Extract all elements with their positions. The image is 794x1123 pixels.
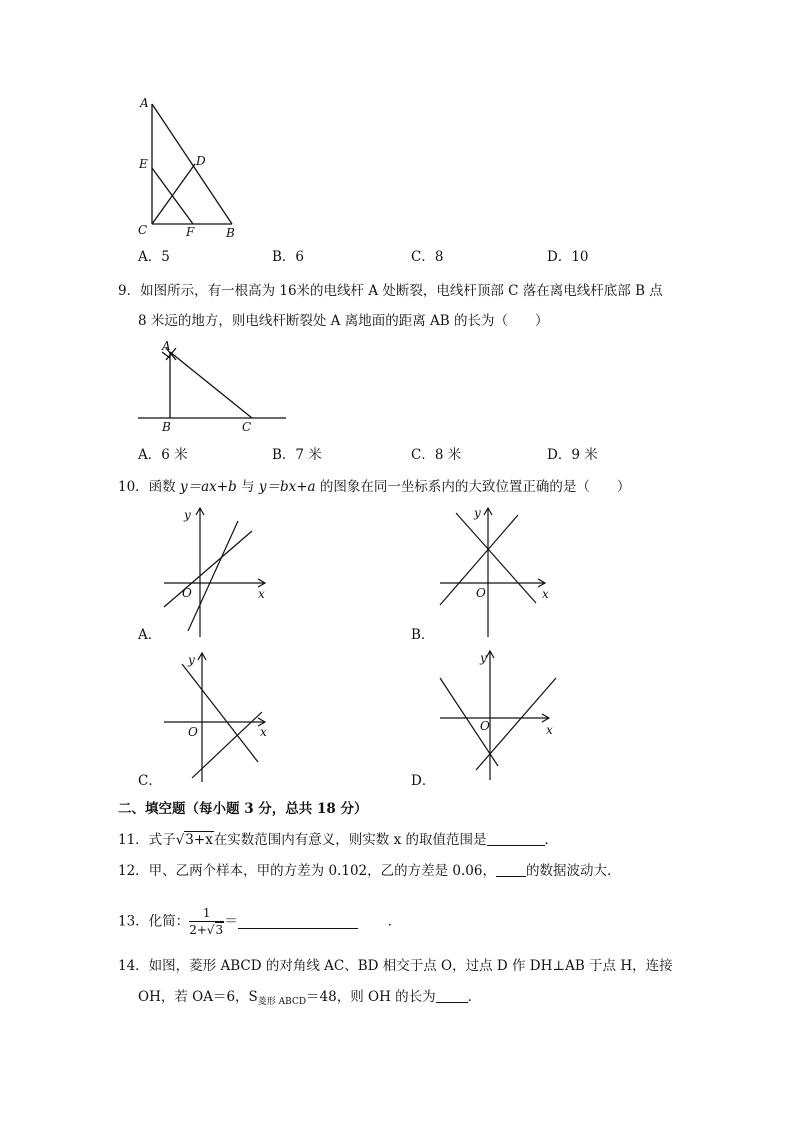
q9-option-b[interactable]: B．7 米 bbox=[272, 447, 322, 463]
q14-subscript: 菱形 ABCD bbox=[257, 997, 307, 1007]
q9-option-d[interactable]: D．9 米 bbox=[547, 447, 598, 463]
q9-option-a[interactable]: A．6 米 bbox=[138, 447, 188, 463]
sqrt-icon: √ bbox=[175, 832, 185, 848]
q8-label-e: E bbox=[139, 157, 148, 171]
q9-figure bbox=[132, 338, 292, 438]
q8-option-a[interactable]: A．5 bbox=[138, 249, 170, 265]
q9-text-line2: 8 米远的地方，则电线杆断裂处 A 离地面的距离 AB 的长为（ ） bbox=[138, 313, 549, 329]
q10-function-1: y＝ax+b bbox=[179, 479, 237, 495]
q10-graph-c bbox=[160, 650, 275, 785]
q8-figure bbox=[130, 92, 250, 242]
q10d-x-label: x bbox=[546, 723, 553, 737]
q13-fraction: $\frac{1}{2+√3}$ bbox=[189, 905, 224, 937]
q10-text: 10．函数 y＝ax+b 与 y＝bx+a 的图象在同一坐标系内的大致位置正确的是（ ） bbox=[118, 479, 631, 495]
q8-option-b[interactable]: B．6 bbox=[272, 249, 305, 265]
q10a-y-label: y bbox=[184, 508, 191, 522]
q10a-x-label: x bbox=[258, 587, 265, 601]
q13-text: 13．化简： $\frac{1}{2+√3}$ ＝ ． bbox=[118, 905, 402, 937]
q9-label-a: A bbox=[162, 339, 171, 353]
sqrt-icon: √ bbox=[206, 922, 215, 937]
q10c-x-label: x bbox=[260, 725, 267, 739]
q11-answer-blank[interactable] bbox=[487, 831, 545, 846]
q8-label-f: F bbox=[186, 225, 195, 239]
q10a-origin: O bbox=[182, 586, 192, 600]
q14-text-line2: OH，若 OA＝6，$S_{菱形 ABCD}=48$，则 OH 的长为 ． bbox=[138, 989, 482, 1007]
q8-option-d[interactable]: D．10 bbox=[547, 249, 589, 265]
q8-label-d: D bbox=[196, 154, 206, 168]
q11-text: 11．式子√3+x在实数范围内有意义，则实数 x 的取值范围是 ． bbox=[118, 832, 559, 848]
q10c-y-label: y bbox=[188, 653, 195, 667]
q10b-y-label: y bbox=[474, 506, 481, 520]
q12-answer-blank[interactable] bbox=[496, 862, 526, 877]
q10c-origin: O bbox=[188, 725, 198, 739]
q10d-y-label: y bbox=[480, 651, 487, 665]
q12-text: 12．甲、乙两个样本，甲的方差为 0.102，乙的方差是 0.06， 的数据波动大． bbox=[118, 863, 621, 879]
q10-option-b[interactable]: B． bbox=[411, 627, 435, 643]
q10-option-a[interactable]: A． bbox=[138, 627, 162, 643]
q14-text-line1: 14．如图，菱形 ABCD 的对角线 AC、BD 相交于点 O，过点 D 作 DH⊥AB 于点 H，连接 bbox=[118, 958, 673, 974]
q13-radicand: 3 bbox=[215, 922, 224, 937]
q10-option-d[interactable]: D． bbox=[411, 773, 436, 789]
q13-numerator: 1 bbox=[189, 906, 224, 922]
q8-label-a: A bbox=[140, 96, 149, 110]
section-title: 二、填空题（每小题 3 分，总共 18 分） bbox=[118, 801, 368, 817]
q10b-origin: O bbox=[476, 586, 486, 600]
q10-graph-b bbox=[436, 505, 556, 640]
q9-option-c[interactable]: C．8 米 bbox=[411, 447, 462, 463]
q9-label-b: B bbox=[162, 420, 171, 434]
q13-answer-blank[interactable] bbox=[238, 914, 358, 929]
q10-option-c[interactable]: C． bbox=[138, 773, 162, 789]
q10b-x-label: x bbox=[542, 587, 549, 601]
q10-function-2: y＝bx+a bbox=[258, 479, 316, 495]
q10-graph-a bbox=[160, 505, 275, 640]
q9-text-line1: 9．如图所示，有一根高为 16米的电线杆 A 处断裂，电线杆顶部 C 落在离电线杆底部 B 点 bbox=[118, 283, 663, 299]
q9-label-c: C bbox=[242, 420, 252, 434]
q14-answer-blank[interactable] bbox=[436, 988, 468, 1003]
q8-option-c[interactable]: C．8 bbox=[411, 249, 444, 265]
q8-label-b: B bbox=[226, 226, 235, 240]
q11-radicand: 3+x bbox=[185, 832, 213, 848]
q8-label-c: C bbox=[138, 223, 148, 237]
q10d-origin: O bbox=[480, 719, 490, 733]
q10-graph-d bbox=[436, 648, 560, 783]
